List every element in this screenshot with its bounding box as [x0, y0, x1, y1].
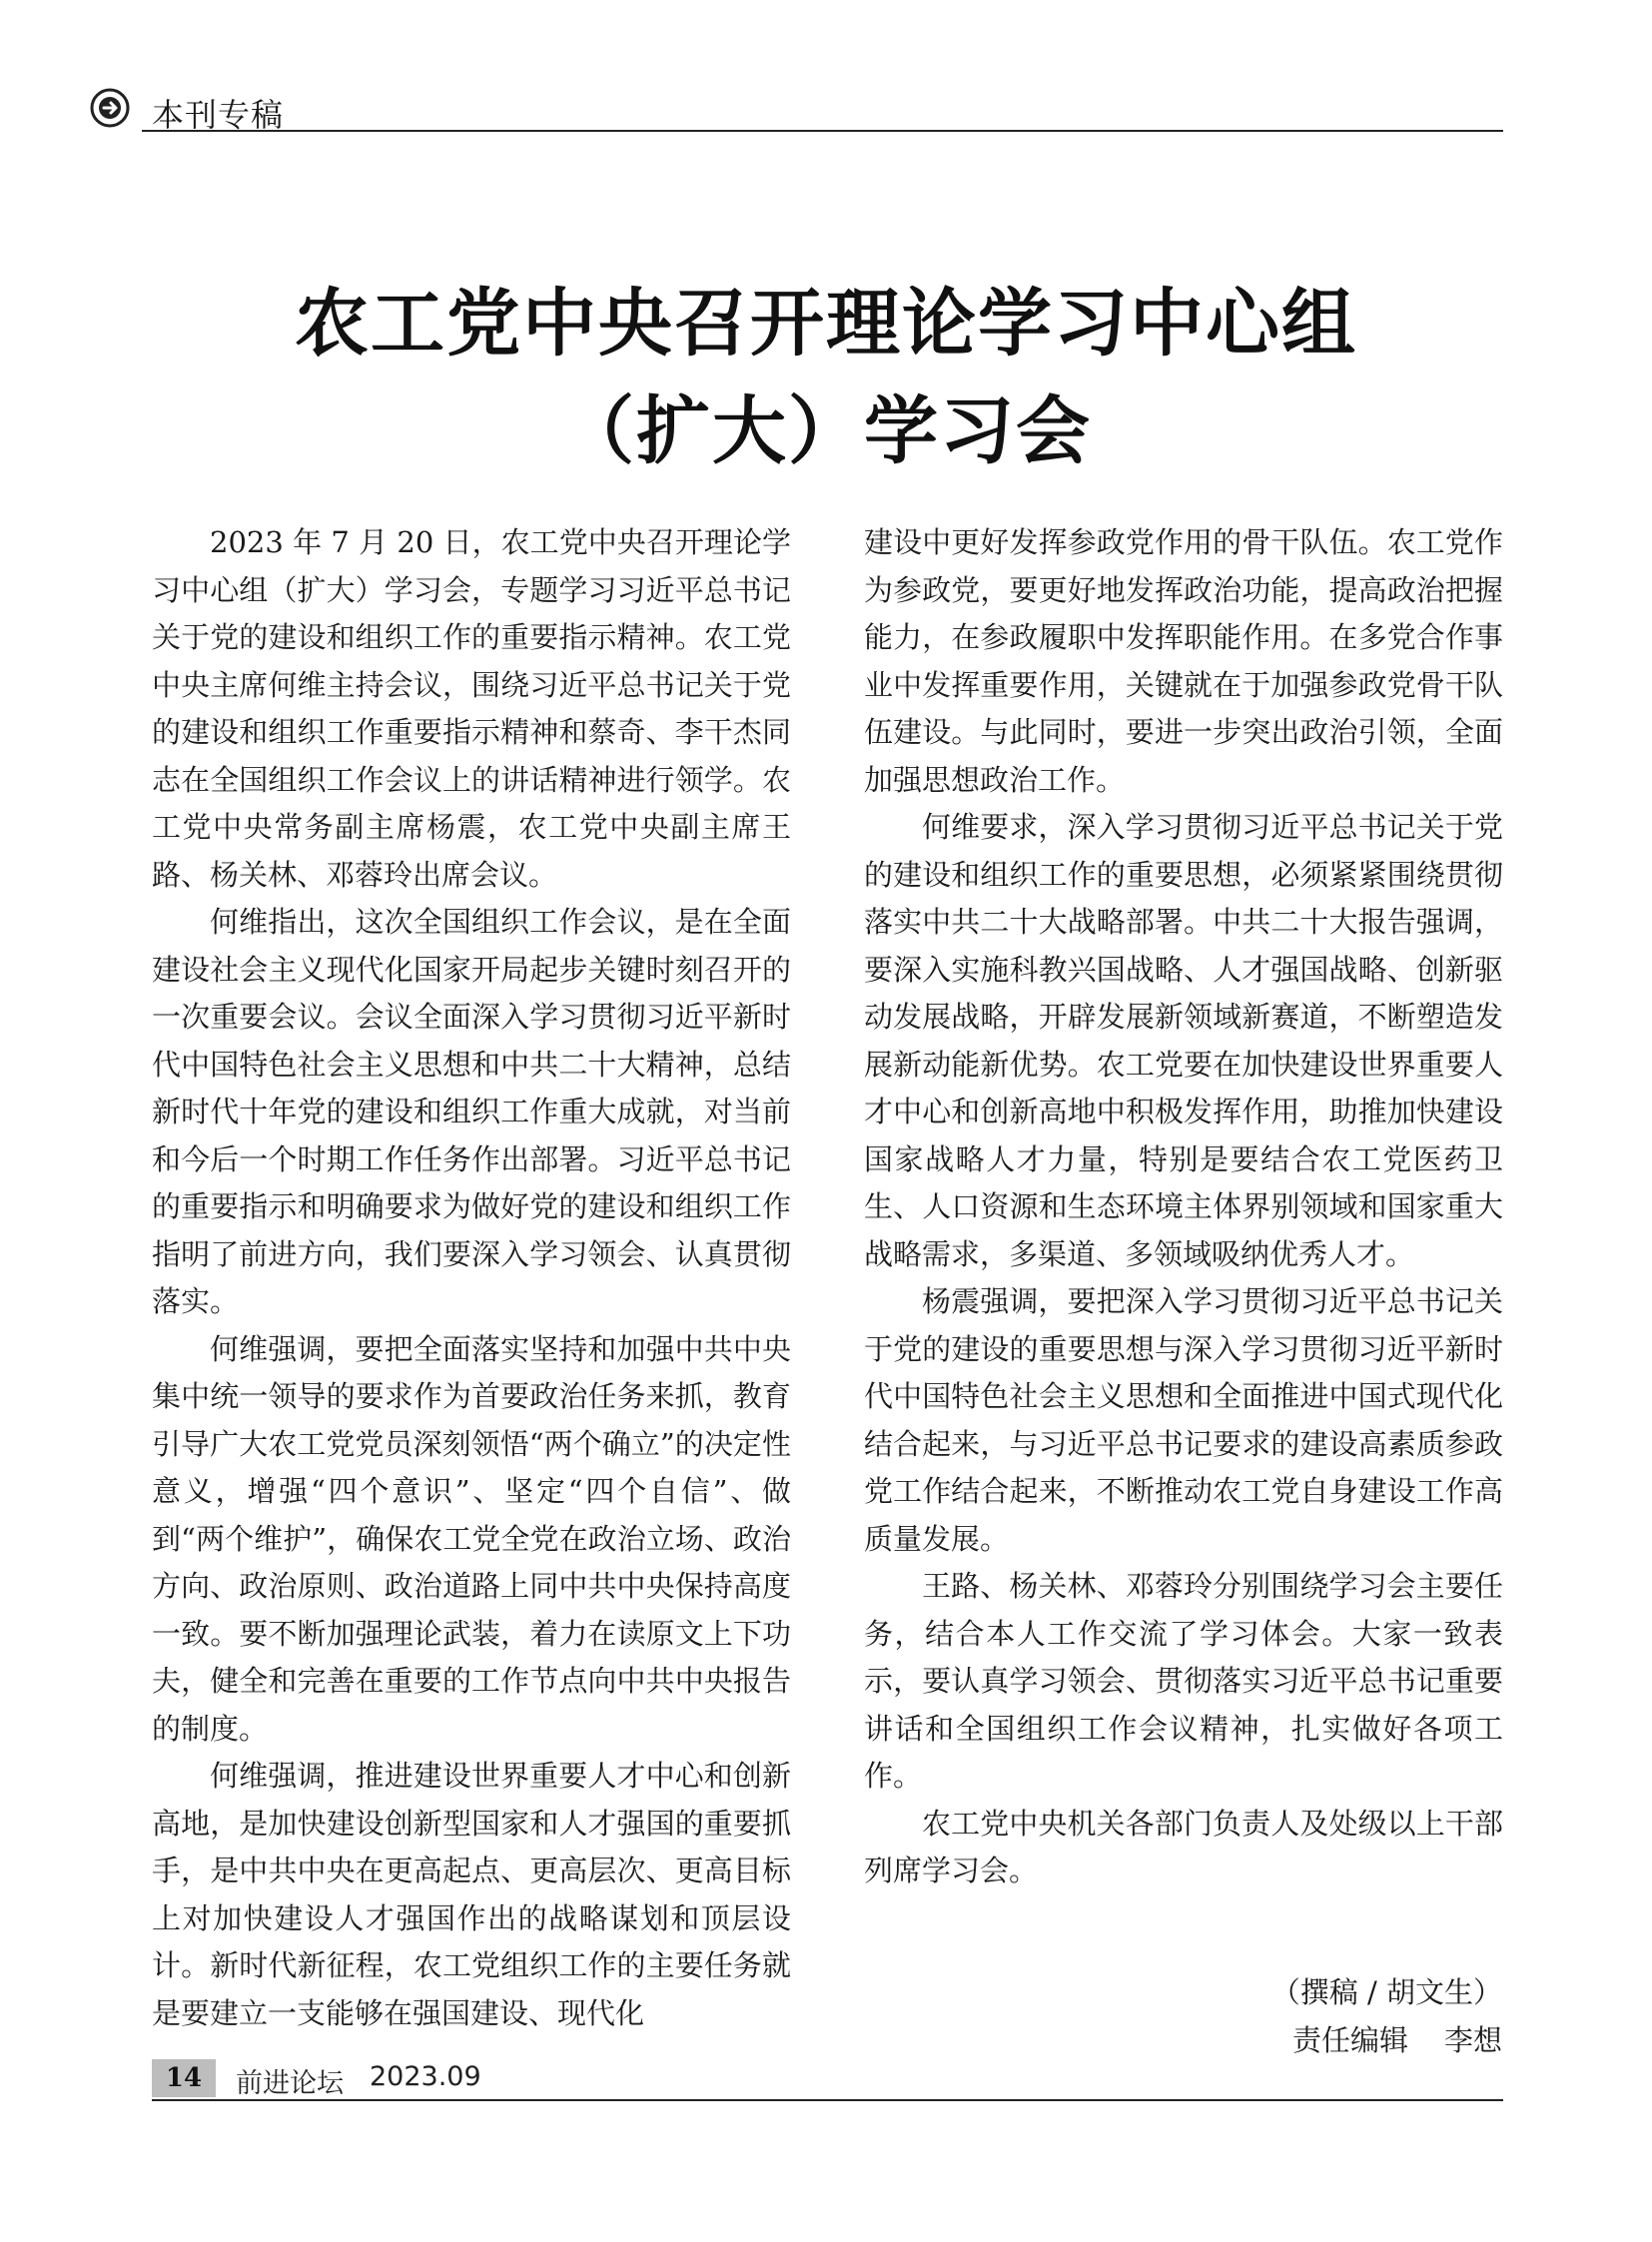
section-header: [90, 88, 1503, 132]
article-title-line2: （扩大）学习会: [560, 388, 1092, 474]
paragraph: 2023 年 7 月 20 日，农工党中央召开理论学习中心组（扩大）学习会，专题学习习近平总书记关于党的建设和组织工作的重要指示精神。农工党中央主席何维主持会议，围绕习近平总书记关于党的建设和组织工作重要指示精神和蔡奇、李干杰同志在全国组织工作会议上的讲话精神进行领学。农工党中央常务副主席杨震，农工党中央副主席王路、杨关林、邓蓉玲出席会议。: [152, 525, 791, 892]
paragraph: 何维指出，这次全国组织工作会议，是在全面建设社会主义现代化国家开局起步关键时刻召开的一次重要会议。会议全面深入学习贯彻习近平新时代中国特色社会主义思想和中共二十大精神，总结新时代十年党的建设和组织工作重大成就，对当前和今后一个时期工作任务作出部署。习近平总书记的重要指示和明确要求为做好党的建设和组织工作指明了前进方向，我们要深入学习领会、认真贯彻落实。: [152, 905, 791, 1318]
page-footer: [152, 2059, 1503, 2099]
editor-credit: [1292, 2017, 1502, 2065]
article-title-line1: 农工党中央召开理论学习中心组: [295, 281, 1357, 367]
paragraph: 农工党中央机关各部门负责人及处级以上干部列席学习会。: [864, 1806, 1503, 1887]
paragraph: 何维强调，要把全面落实坚持和加强中共中央集中统一领导的要求作为首要政治任务来抓，教育引导广大农工党党员深刻领悟“两个确立”的决定性意义，增强“四个意识”、坚定“四个自信”、做到“两个维护”，确保农工党全党在政治立场、政治方向、政治原则、政治道路上同中共中央保持高度一致。要不断加强理论武装，着力在读原文上下功夫，健全和完善在重要的工作节点向中共中央报告的制度。: [152, 1331, 791, 1746]
paragraph: 何维强调，推进建设世界重要人才中心和创新高地，是加快建设创新型国家和人才强国的重要抓手，是中共中央在更高起点、更高层次、更高目标上对加快建设人才强国作出的战略谋划和顶层设计。新时代新征程，农工党组织工作的主要任务就是要建立一支能够在强国建设、现代化: [152, 1759, 791, 2030]
paragraph: 王路、杨关林、邓蓉玲分别围绕学习会主要任务，结合本人工作交流了学习体会。大家一致表示，要认真学习领会、贯彻落实习近平总书记重要讲话和全国组织工作会议精神，扎实做好各项工作。: [864, 1569, 1503, 1793]
author-credit: （撰稿 / 胡文生）: [1270, 1975, 1502, 2009]
paragraph: 杨震强调，要把深入学习贯彻习近平总书记关于党的建设的重要思想与深入学习贯彻习近平新时代中国特色社会主义思想和全面推进中国式现代化结合起来，与习近平总书记要求的建设高素质参政党工作结合起来，不断推动农工党自身建设工作高质量发展。: [864, 1284, 1503, 1556]
editor-label: 责任编辑: [1291, 2023, 1408, 2057]
right-column: [864, 519, 1503, 1895]
editor-name: 李想: [1443, 2023, 1502, 2057]
paragraph: 何维要求，深入学习贯彻习近平总书记关于党的建设和组织工作的重要思想，必须紧紧围绕贯彻落实中共二十大战略部署。中共二十大报告强调，要深入实施科教兴国战略、人才强国战略、创新驱动发展战略，开辟发展新领域新赛道，不断塑造发展新动能新优势。农工党要在加快建设世界重要人才中心和创新高地中积极发挥作用，助推加快建设国家战略人才力量，特别是要结合农工党医药卫生、人口资源和生态环境主体界别领域和国家重大战略需求，多渠道、多领域吸纳优秀人才。: [864, 810, 1503, 1271]
circled-arrow-icon: [90, 88, 130, 128]
section-label: 本刊专稿: [152, 96, 285, 134]
paragraph-continuation: 建设中更好发挥参政党作用的骨干队伍。农工党作为参政党，要更好地发挥政治功能，提高政治把握能力，在参政履职中发挥职能作用。在多党合作事业中发挥重要作用，关键就在于加强参政党骨干队伍建设。与此同时，要进一步突出政治引领，全面加强思想政治工作。: [864, 525, 1503, 797]
footer-rule: [152, 2099, 1503, 2101]
issue-date: 2023.09: [370, 2061, 481, 2092]
journal-name: 前进论坛: [236, 2068, 344, 2099]
page-number: 14: [152, 2059, 216, 2097]
header-rule: [142, 130, 1503, 132]
left-column: [152, 519, 791, 2037]
